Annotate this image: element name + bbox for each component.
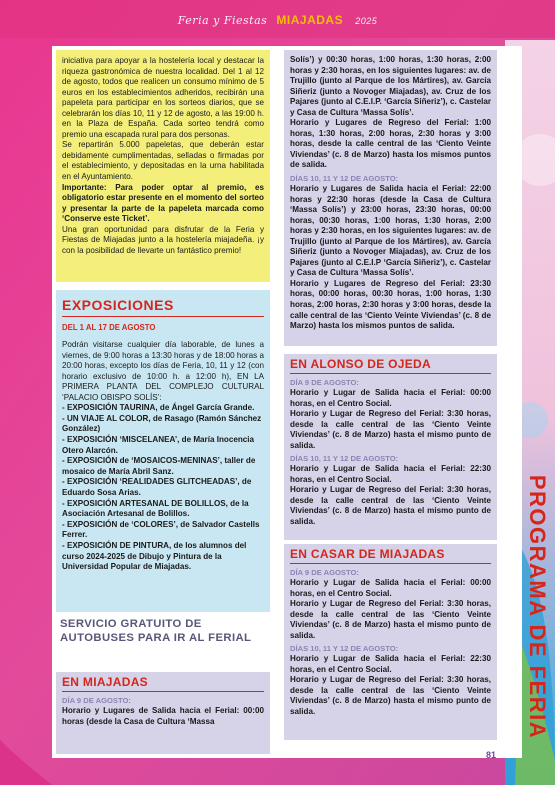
miajadas-box bbox=[56, 672, 270, 754]
vertical-title-text: PROGRAMA DE FERIA bbox=[525, 474, 550, 740]
exposiciones-title: EXPOSICIONES bbox=[62, 297, 264, 317]
casar-day10-p2: Horario y Lugar de Regreso del Ferial: 3:30 horas, desde la calle central de las ‘Ciento Veinte Viviendas’ (c. 8 de Marzo) hasta el mismo punto de salida. bbox=[290, 675, 491, 717]
exposicion-item: - EXPOSICIÓN DE PINTURA, de los alumnos del curso 2024-2025 de Dibujo y Pintura de la Universidad Popular de Miajadas. bbox=[62, 541, 247, 572]
alonso-day10-p2: Horario y Lugar de Regreso del Ferial: 3:30 horas, desde la calle central de las ‘Ciento Veinte Viviendas’ (c. 8 de Marzo) hasta el mismo punto de salida. bbox=[290, 485, 491, 527]
casar-day10-p1: Horario y Lugar de Salida hacia el Ferial: 22:30 horas, en el Centro Social. bbox=[290, 654, 491, 674]
miajadas-cont-2: Horario y Lugares de Regreso del Ferial: 1:00 horas, 1:30 horas, 2:00 horas, 2:30 horas y 3:00 horas, desde la calle central de las ‘Ciento Veinte Viviendas’ (c. 8 de Marzo) hasta los mismos puntos de salida. bbox=[290, 118, 491, 170]
exposicion-item: - EXPOSICIÓN ARTESANAL DE BOLILLOS, de la Asociación Artesanal de Bolillos. bbox=[62, 498, 249, 519]
casar-day9-p1: Horario y Lugar de Salida hacia el Ferial: 00:00 horas, en el Centro Social. bbox=[290, 578, 491, 598]
alonso-day9-p2: Horario y Lugar de Regreso del Ferial: 3:30 horas, desde la calle central de las ‘Ciento Veinte Viviendas’ (c. 8 de Marzo) hasta el mismo punto de salida. bbox=[290, 409, 491, 450]
header-script: Feria y Fiestas bbox=[177, 14, 268, 27]
casar-day9-label: DÍA 9 DE AGOSTO: bbox=[290, 568, 359, 577]
miajadas-day9-text: Horario y Lugares de Salida hacia el Ferial: 00:00 horas (desde la Casa de Cultura ‘Massa bbox=[62, 706, 264, 726]
raffle-paragraph-2: Se repartirán 5.000 papeletas, que deberán estar debidamente cumplimentadas, selladas o firmadas por el establecimiento, y depositadas en la urna habilitada en el Ayuntamiento. bbox=[62, 140, 264, 182]
header-place: MIAJADAS bbox=[276, 13, 344, 27]
exposicion-item: - EXPOSICIÓN de ‘COLORES’, de Salvador Castells Ferrer. bbox=[62, 519, 260, 540]
raffle-paragraph-4: Una gran oportunidad para disfrutar de la Feria y Fiestas de Miajadas junto a la hostelería miajadeña. ¡y con la posibilidad de llevarte un fantástico premio! bbox=[62, 224, 264, 255]
miajadas-cont-1: Solís’) y 00:30 horas, 1:00 horas, 1:30 horas, 2:00 horas y 2:30 horas, en los siguientes lugares: av. de Trujillo (junto al Parque de los Mártires), av. García Siñeriz (junto a Novoger Miajadas), av. Cruz de los Pajares (junto al C.E.I.P. ‘García Siñeriz’), c. Castelar y Casa de Cultura ‘Massa Solís’. bbox=[290, 55, 491, 117]
exposiciones-dates: DEL 1 AL 17 DE AGOSTO bbox=[62, 323, 156, 332]
miajadas-day10-p2: Horario y Lugares de Regreso del Ferial: 23:30 horas, 00:00 horas, 00:30 horas, 1:00 horas, 1:30 horas, 2:00 horas, 2:30 horas y 3:00 horas, desde la calle central de las ‘Ciento Veinte Viviendas’ (c. 8 de Marzo) hasta los mismos puntos de salida. bbox=[290, 278, 491, 331]
alonso-box bbox=[284, 354, 497, 540]
exposiciones-intro: Podrán visitarse cualquier día laborable, de lunes a viernes, de 9:00 horas a 13:30 horas y de 18:00 horas a 20:00 horas, excepto los días de Feria, 10, 11 y 12 (con horario exclusivo de 10:00 h. a 12:00 h), EN LA PRIMERA PLANTA DEL COMPLEJO CULTURAL ‘PALACIO OBISPO SOLÍS’: bbox=[62, 340, 264, 402]
raffle-paragraph-3: Importante: Para poder optar al premio, es obligatorio estar presente en el momento del sorteo y presentar la parte de la papeleta marcada como ‘Conserve este Ticket’. bbox=[62, 182, 264, 224]
casar-box bbox=[284, 544, 497, 740]
exposicion-item: - EXPOSICIÓN de ‘MOSAICOS-MENINAS’, taller de mosaico de María Abril Sanz. bbox=[62, 456, 256, 476]
casar-day10-label: DÍAS 10, 11 Y 12 DE AGOSTO: bbox=[290, 644, 399, 654]
exposicion-item: - EXPOSICIÓN ‘REALIDADES GLITCHEADAS’, de Eduardo Sosa Arias. bbox=[62, 477, 252, 498]
alonso-day9-p1: Horario y Lugar de Salida hacia el Ferial: 00:00 horas, en el Centro Social. bbox=[290, 388, 491, 408]
vertical-section-title bbox=[519, 474, 555, 740]
miajadas-title: EN MIAJADAS bbox=[62, 675, 264, 692]
alonso-title: EN ALONSO DE OJEDA bbox=[290, 357, 491, 374]
page-number: 81 bbox=[486, 750, 497, 760]
miajadas-continuation-box bbox=[284, 50, 497, 346]
raffle-box bbox=[56, 50, 270, 282]
casar-day9-p2: Horario y Lugar de Regreso del Ferial: 3:30 horas, desde la calle central de las ‘Ciento Veinte Viviendas’ (c. 8 de Marzo) hasta el mismo punto de salida. bbox=[290, 599, 491, 640]
exposiciones-box bbox=[56, 290, 270, 612]
miajadas-day9-label: DÍA 9 DE AGOSTO: bbox=[62, 696, 131, 705]
casar-title: EN CASAR DE MIAJADAS bbox=[290, 547, 491, 564]
miajadas-day10-p1: Horario y Lugares de Salida hacia el Ferial: 22:00 horas y 22:30 horas (desde la Casa de Cultura ‘Massa Solís’) y 23:00 horas, 23:30 horas, 00:00 horas, 00:30 horas, 1:00 horas, 1:30 horas, 2:00 horas y 2:30 horas, en los siguientes lugares: av. de Trujillo (junto al Parque de los Mártires), av. García Siñeriz (junto a Novoger Miajadas), av. Cruz de los Pajares (junto al C.E.I.P ‘García Siñeriz’), c. Castelar y Casa de Cultura ‘Massa Solís’. bbox=[290, 184, 491, 278]
alonso-day10-p1: Horario y Lugar de Salida hacia el Ferial: 22:30 horas, en el Centro Social. bbox=[290, 464, 491, 484]
raffle-paragraph-1: iniciativa para apoyar a la hostelería local y destacar la riqueza gastronómica de nuestra localidad. Del 1 al 12 de agosto, todos que realicen un consumo mínimo de 5 euros en los establecimientos adheridos, recibirán una papeleta para participar en los sorteos diarios, que se celebrarán los días 10, 11 y 12 de agosto, a las 19:00 h. en la Plaza de España. Cada sorteo tendrá como premio una escapada rural para dos personas. bbox=[62, 56, 264, 139]
exposicion-item: - EXPOSICIÓN TAURINA, de Ángel García Grande. bbox=[62, 403, 255, 413]
alonso-day9-label: DÍA 9 DE AGOSTO: bbox=[290, 378, 359, 387]
miajadas-day10-label: DÍAS 10, 11 Y 12 DE AGOSTO: bbox=[290, 174, 399, 184]
header-year: 2025 bbox=[355, 16, 378, 26]
bus-service-title: SERVICIO GRATUITO DE AUTOBUSES PARA IR AL FERIAL bbox=[60, 618, 252, 644]
exposicion-item: - UN VIAJE AL COLOR, de Rasago (Ramón Sánchez González) bbox=[62, 413, 262, 434]
exposicion-item: - EXPOSICIÓN ‘MISCELANEA’, de María Inocencia Otero Alarcón. bbox=[62, 435, 255, 455]
alonso-day10-label: DÍAS 10, 11 Y 12 DE AGOSTO: bbox=[290, 454, 399, 464]
page-header bbox=[0, 12, 555, 27]
